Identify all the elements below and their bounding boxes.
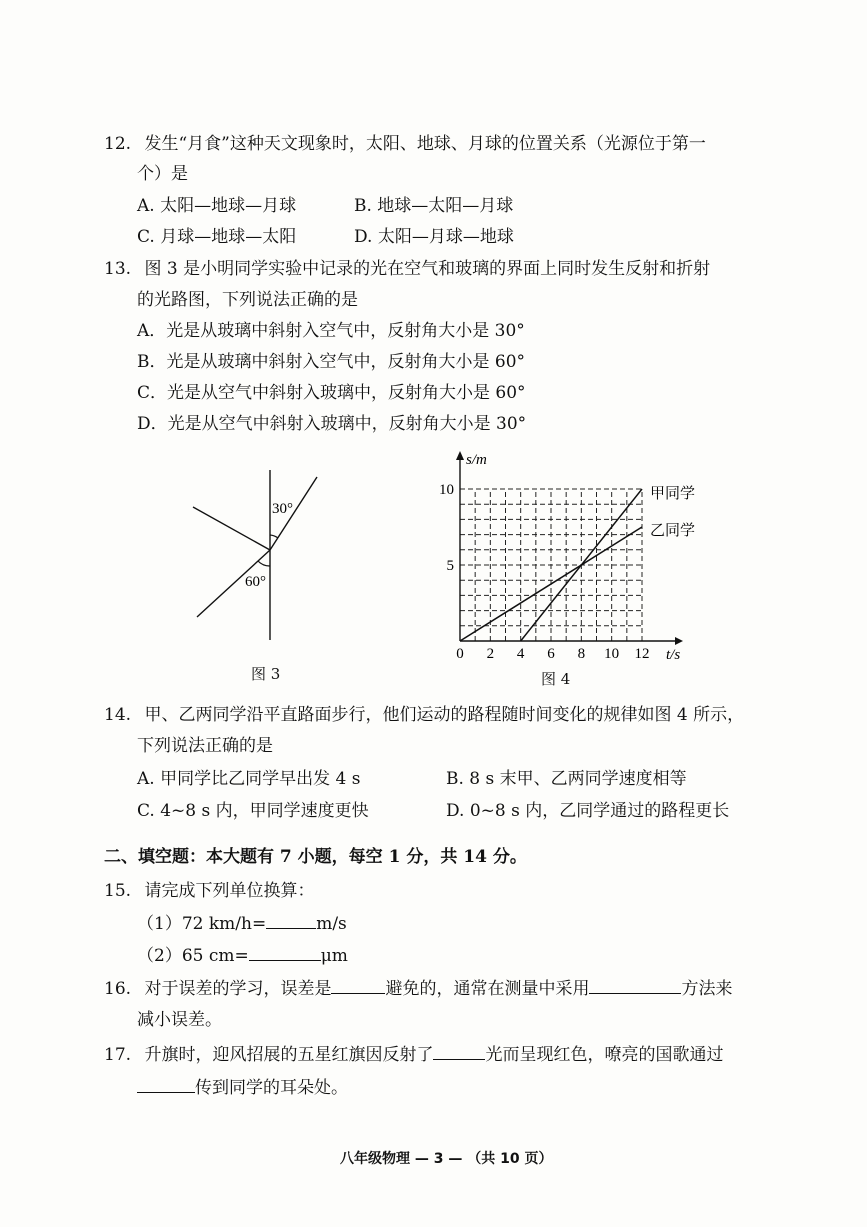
x-tick-label: 4	[516, 646, 525, 662]
q12-option-b: B. 地球—太阳—月球	[354, 196, 514, 216]
y-tick-label: 5	[446, 558, 454, 574]
x-tick-label: 12	[634, 646, 650, 662]
figure-3-caption: 图 3	[251, 665, 281, 683]
q12-option-c: C. 月球—地球—太阳	[137, 227, 297, 247]
q15-stem	[104, 880, 314, 902]
angle-arc-top	[270, 535, 278, 538]
q14-option-d: D. 0~8 s 内，乙同学通过的路程更长	[446, 801, 730, 821]
q15-item2-prefix: （2）65 cm=	[137, 946, 249, 966]
angle-label-60: 60°	[245, 574, 266, 590]
q16-line2: 减小误差。	[137, 1010, 222, 1030]
q15-item-2	[137, 944, 348, 967]
q13-number: 13.	[104, 259, 132, 279]
q12-number: 12.	[104, 134, 132, 154]
q17-line1	[104, 1043, 723, 1066]
q16-blank-1[interactable]	[331, 977, 385, 994]
y-axis-label: s/m	[466, 452, 487, 468]
series-label-jia: 甲同学	[650, 486, 696, 502]
q16-number: 16.	[104, 979, 132, 999]
q17-part2: 光而呈现红色，嘹亮的国歌通过	[485, 1045, 724, 1065]
q12-stem-line2: 个）是	[137, 164, 188, 184]
q12-option-a: A. 太阳—地球—月球	[137, 196, 297, 216]
q14-number: 14.	[104, 705, 132, 725]
q15-item1-blank[interactable]	[266, 912, 316, 929]
x-axis-arrow	[675, 637, 683, 645]
page-footer: 八年级物理 — 3 — （共 10 页）	[340, 1151, 553, 1167]
x-tick-label: 6	[547, 646, 555, 662]
q12-option-d: D. 太阳—月球—地球	[354, 227, 514, 247]
q14-option-b: B. 8 s 末甲、乙两同学速度相等	[446, 769, 687, 789]
q17-blank-2[interactable]	[137, 1076, 195, 1093]
q13-option-b: B．光是从玻璃中斜射入空气中，反射角大小是 60°	[137, 352, 526, 372]
q14-option-c: C. 4~8 s 内，甲同学速度更快	[137, 801, 369, 821]
series-label-yi: 乙同学	[650, 523, 696, 539]
q14-stem-line1	[104, 704, 744, 726]
figure-4-caption: 图 4	[541, 670, 571, 688]
q17-number: 17.	[104, 1045, 132, 1065]
x-axis-label: t/s	[666, 647, 681, 663]
q16-part2: 避免的，通常在测量中采用	[385, 979, 590, 999]
x-tick-label: 10	[604, 646, 620, 662]
ray-upper-left	[193, 507, 270, 550]
q13-stem-line1	[104, 258, 710, 280]
q13-stem-text: 图 3 是小明同学实验中记录的光在空气和玻璃的界面上同时发生反射和折射	[144, 259, 711, 279]
angle-label-30: 30°	[272, 501, 293, 517]
q15-item2-blank[interactable]	[249, 944, 321, 961]
q17-part3: 传到同学的耳朵处。	[195, 1078, 348, 1098]
q15-item2-unit: μm	[320, 946, 348, 966]
figure-4-chart	[430, 448, 710, 668]
q15-item1-prefix: （1）72 km/h=	[137, 914, 267, 934]
q15-stem-text: 请完成下列单位换算：	[144, 881, 315, 901]
chart-grid	[460, 489, 642, 641]
angle-arc-bottom	[258, 561, 270, 566]
x-tick-label: 8	[577, 646, 586, 662]
q17-line2	[137, 1076, 348, 1099]
q13-stem-line2: 的光路图，下列说法正确的是	[137, 290, 358, 310]
y-tick-label: 10	[439, 482, 454, 498]
q14-stem-line2: 下列说法正确的是	[137, 736, 273, 756]
q15-number: 15.	[104, 881, 132, 901]
q17-blank-1[interactable]	[433, 1043, 485, 1060]
q12-stem-text: 发生“月食”这种天文现象时，太阳、地球、月球的位置关系（光源位于第一	[144, 134, 706, 154]
q13-option-c: C．光是从空气中斜射入玻璃中，反射角大小是 60°	[137, 383, 526, 403]
q13-option-d: D．光是从空气中斜射入玻璃中，反射角大小是 30°	[137, 414, 527, 434]
q16-part1: 对于误差的学习，误差是	[144, 979, 332, 999]
x-tick-label: 0	[456, 646, 464, 662]
q12-stem-line1	[104, 133, 706, 155]
section-2-heading: 二、填空题：本大题有 7 小题，每空 1 分，共 14 分。	[104, 847, 527, 867]
q13-option-a: A．光是从玻璃中斜射入空气中，反射角大小是 30°	[137, 321, 525, 341]
q16-line1	[104, 977, 732, 1000]
q14-option-a: A. 甲同学比乙同学早出发 4 s	[137, 769, 361, 789]
q17-part1: 升旗时，迎风招展的五星红旗因反射了	[144, 1045, 434, 1065]
x-tick-label: 2	[486, 646, 495, 662]
q16-part3: 方法来	[681, 979, 733, 999]
q16-blank-2[interactable]	[589, 977, 681, 994]
q15-item1-unit: m/s	[316, 914, 347, 934]
q15-item-1	[137, 912, 347, 935]
y-axis-arrow	[456, 451, 464, 460]
q14-stem-text: 甲、乙两同学沿平直路面步行，他们运动的路程随时间变化的规律如图 4 所示，	[144, 705, 745, 725]
figure-3-light-path	[185, 465, 335, 645]
